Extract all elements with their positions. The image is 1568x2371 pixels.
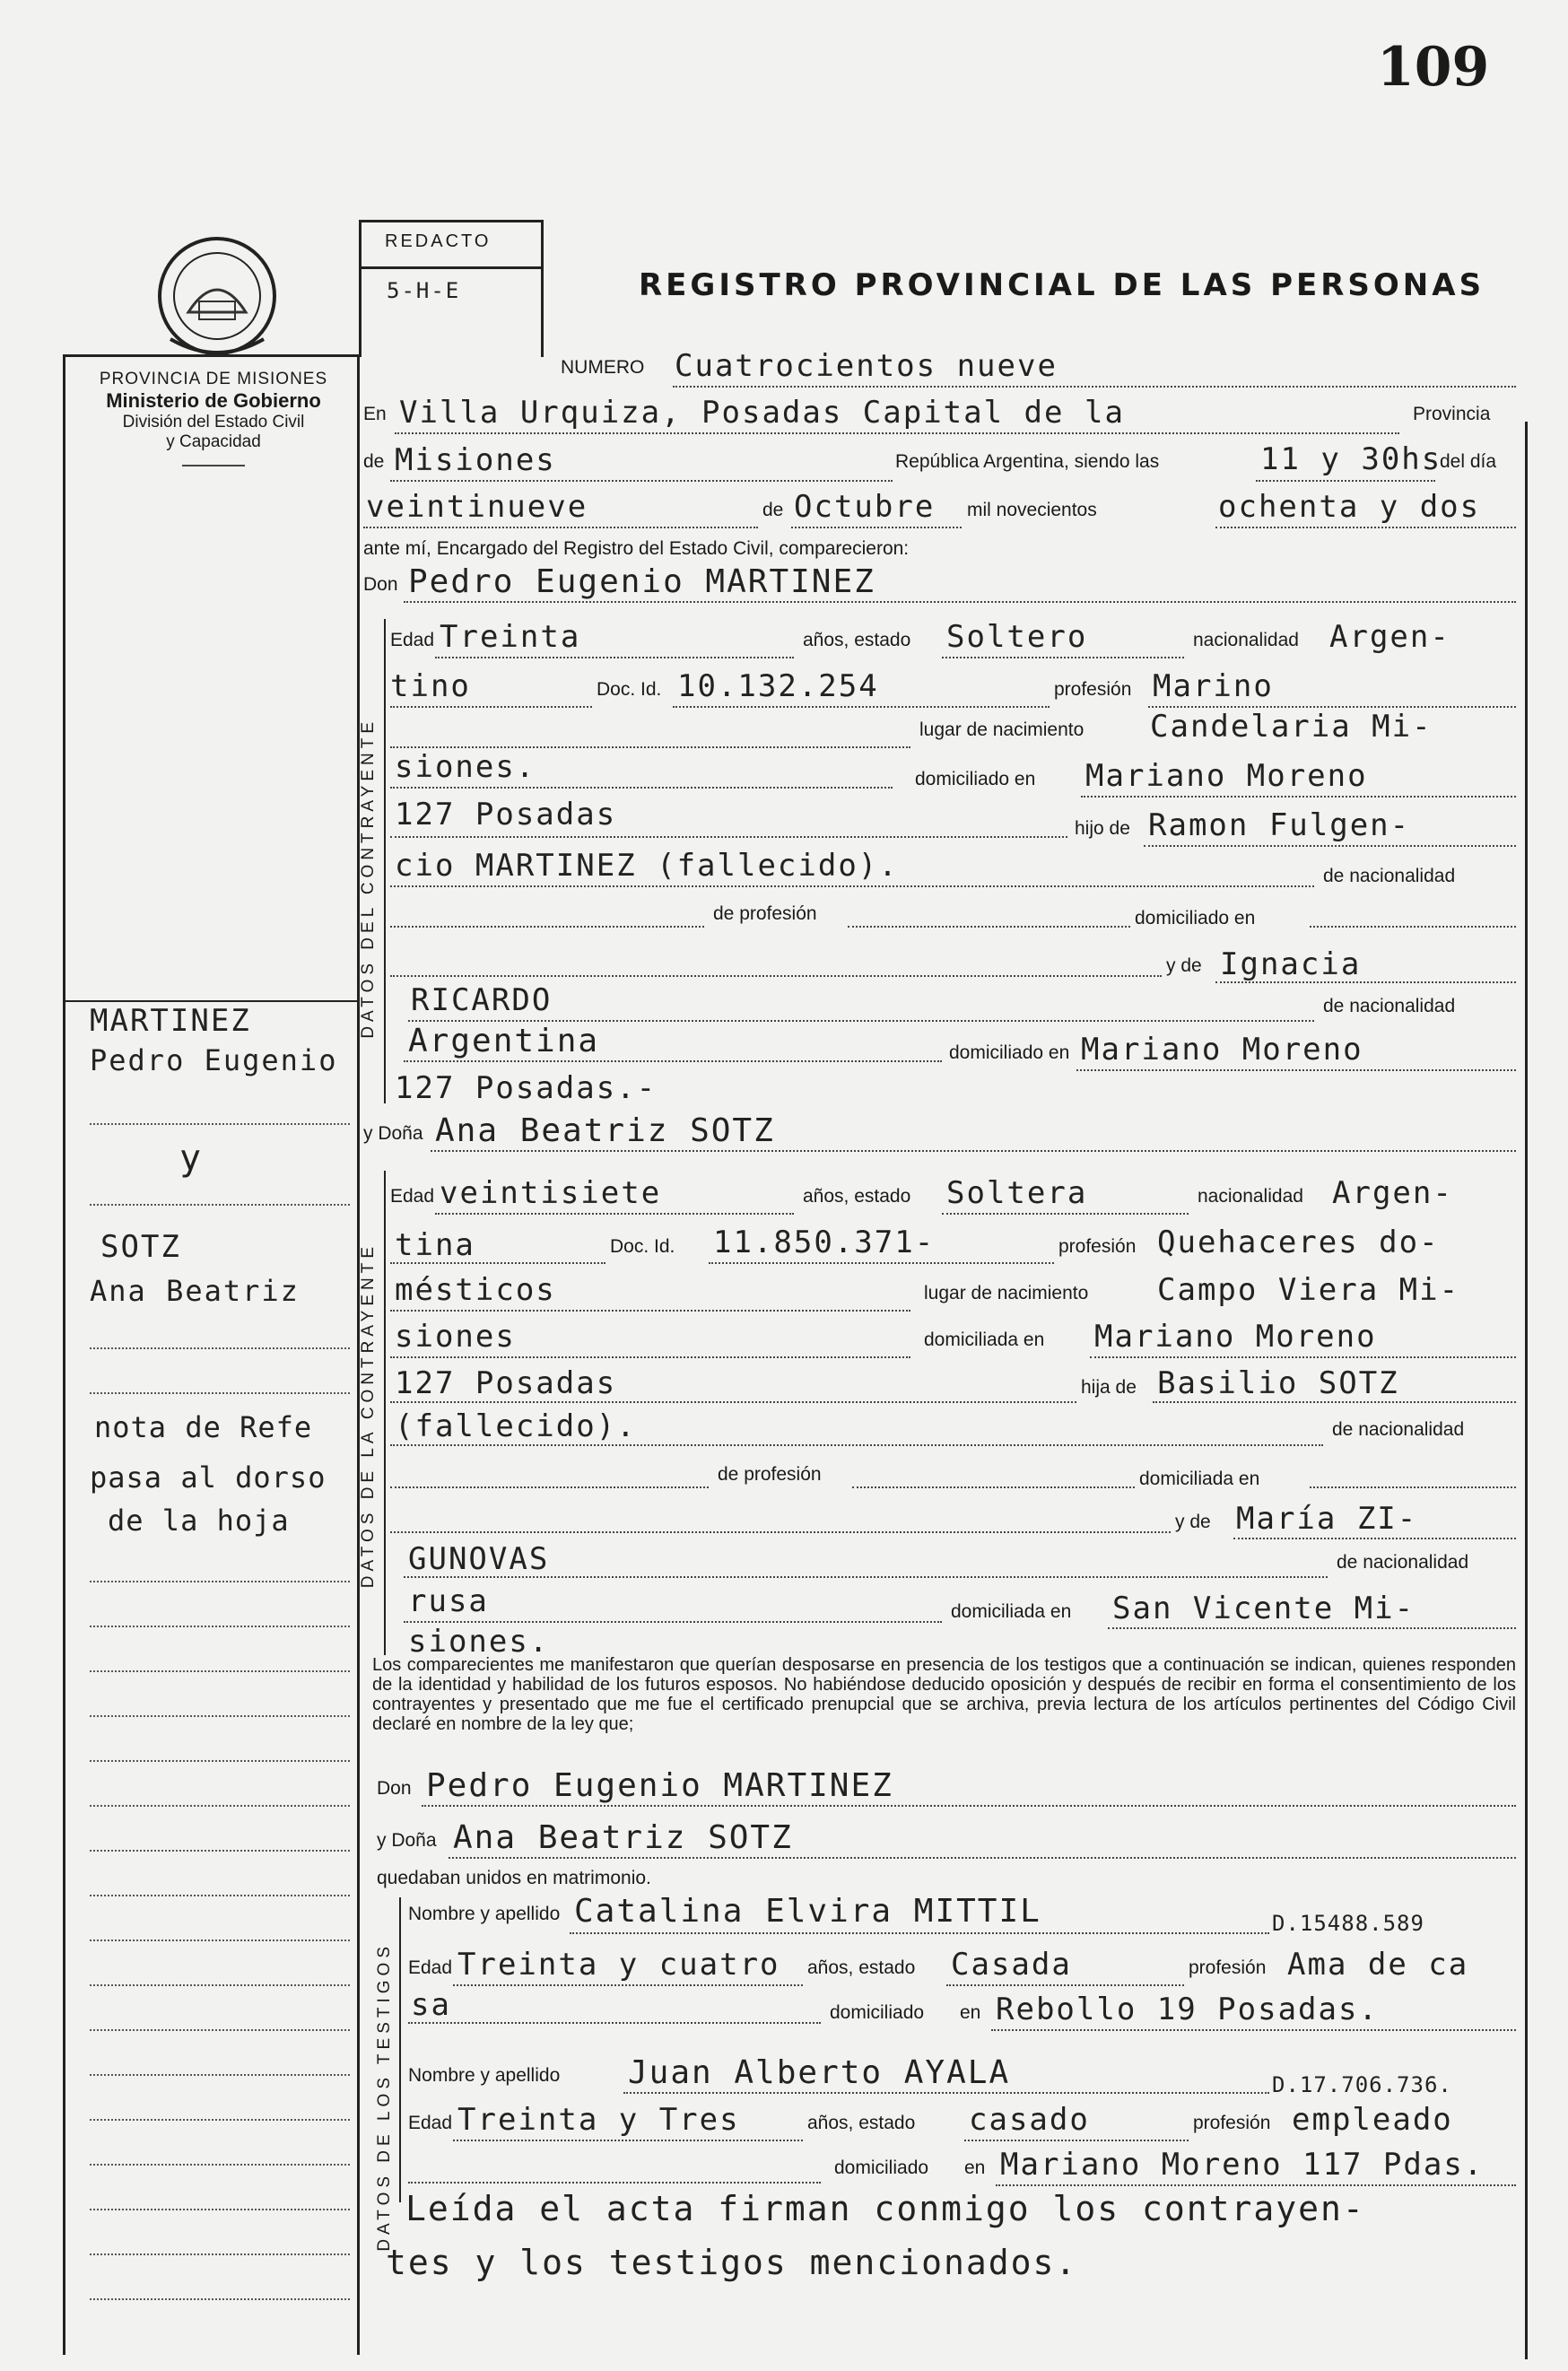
redacto-label: REDACTO bbox=[385, 231, 492, 251]
frame-line bbox=[63, 354, 359, 357]
profesion-label: profesión bbox=[1054, 679, 1132, 700]
margin-surname-1: MARTINEZ bbox=[90, 1003, 251, 1039]
y-dona-label: y Doña bbox=[363, 1123, 423, 1144]
registry-title: REGISTRO PROVINCIAL DE LAS PERSONAS bbox=[639, 267, 1485, 303]
groom-mother: Ignacia bbox=[1220, 946, 1362, 982]
de-label-2: de bbox=[762, 500, 784, 520]
bride-nationality-2: tina bbox=[395, 1227, 475, 1263]
lugar-nacimiento-label: lugar de nacimiento bbox=[919, 719, 1085, 740]
de-nacionalidad-label-4: de nacionalidad bbox=[1337, 1552, 1469, 1573]
domiciliado-en-label: domiciliado en bbox=[1135, 908, 1256, 928]
witness-1-profession-2: sa bbox=[411, 1987, 451, 2023]
bride-nationality: Argen- bbox=[1332, 1175, 1453, 1211]
hijo-de-label: hijo de bbox=[1075, 818, 1130, 839]
groom-mother-nationality: Argentina bbox=[408, 1023, 600, 1059]
ministry-block bbox=[79, 370, 348, 466]
provincia-label: Provincia bbox=[1413, 404, 1491, 424]
nacionalidad-label-2: nacionalidad bbox=[1198, 1186, 1303, 1207]
groom-domicile: Mariano Moreno bbox=[1085, 758, 1368, 794]
margin-divider bbox=[63, 1000, 359, 1002]
profesion-label-2: profesión bbox=[1058, 1236, 1137, 1257]
bride-doc: 11.850.371- bbox=[713, 1225, 936, 1260]
closing-note-2: tes y los testigos mencionados. bbox=[386, 2243, 1078, 2282]
groom-section-label: DATOS DEL CONTRAYENTE bbox=[359, 718, 378, 1039]
lugar-nacimiento-label-2: lugar de nacimiento bbox=[924, 1283, 1089, 1303]
domiciliada-en-label-2: domiciliada en bbox=[951, 1601, 1072, 1622]
witness-1-doc: D.15488.589 bbox=[1272, 1911, 1424, 1936]
doc-label: Doc. Id. bbox=[597, 679, 662, 700]
witness-section-label: DATOS DE LOS TESTIGOS bbox=[375, 1942, 394, 2252]
declaration-text: Los comparecientes me manifestaron que querían desposarse en presencia de los testigos que a continuación se indican, quienes responden de la identidad y habilidad de los futuros esposos. No habiéndose deducido oposición y después de recibir en forma el consentimiento de los contrayentes y presentado que me fue el certificado prenupcial que se archiva, previa lectura de los artículos pertinentes del Código Civil declaré en nombre de la ley que; bbox=[372, 1655, 1516, 1734]
groom-father: Ramon Fulgen- bbox=[1148, 807, 1411, 843]
mil-label: mil novecientos bbox=[967, 500, 1097, 520]
edad-label-3: Edad bbox=[408, 1957, 453, 1978]
groom-domicile-2: 127 Posadas bbox=[395, 797, 617, 832]
section-line bbox=[384, 619, 386, 1103]
republica-label: República Argentina, siendo las bbox=[895, 451, 1160, 472]
groom-age: Treinta bbox=[440, 619, 581, 655]
bride-birthplace: Campo Viera Mi- bbox=[1157, 1272, 1460, 1308]
division-label-2: y Capacidad bbox=[166, 432, 261, 451]
en-label-w1: en bbox=[960, 2002, 981, 2023]
de-nacionalidad-label-2: de nacionalidad bbox=[1323, 996, 1456, 1016]
section-line bbox=[384, 1171, 386, 1655]
hours-value: 11 y 30hs bbox=[1260, 441, 1442, 477]
groom-birthplace-2: siones. bbox=[395, 749, 536, 785]
profesion-label-3: profesión bbox=[1189, 1957, 1267, 1978]
bride-birthplace-2: siones bbox=[395, 1319, 516, 1355]
union-bride: Ana Beatriz SOTZ bbox=[453, 1819, 793, 1856]
place-value: Villa Urquiza, Posadas Capital de la bbox=[399, 395, 1125, 431]
groom-profession: Marino bbox=[1153, 668, 1274, 704]
bride-name: Ana Beatriz SOTZ bbox=[435, 1112, 775, 1149]
witness-2-status: casado bbox=[969, 2102, 1090, 2138]
bride-father: Basilio SOTZ bbox=[1157, 1365, 1399, 1401]
domiciliado-label: domiciliado en bbox=[915, 769, 1036, 789]
groom-mother-domicile: Mariano Moreno bbox=[1081, 1032, 1363, 1068]
union-groom: Pedro Eugenio MARTINEZ bbox=[426, 1767, 893, 1804]
de-label: de bbox=[363, 451, 385, 472]
witness-2-name: Juan Alberto AYALA bbox=[628, 2054, 1011, 2091]
bride-domicile-2: 127 Posadas bbox=[395, 1365, 617, 1401]
bride-profession-2: mésticos bbox=[395, 1272, 556, 1308]
anos-estado-label: años, estado bbox=[803, 630, 911, 650]
redacto-value: 5-H-E bbox=[387, 278, 461, 303]
margin-conjunction: y bbox=[179, 1138, 204, 1179]
province-value: Misiones bbox=[395, 442, 556, 478]
bride-status: Soltera bbox=[946, 1175, 1088, 1211]
groom-nationality-2: tino bbox=[390, 668, 471, 704]
province-label: PROVINCIA DE MISIONES bbox=[99, 370, 328, 388]
witness-1-status: Casada bbox=[951, 1947, 1072, 1983]
anos-estado-label-4: años, estado bbox=[807, 2113, 916, 2133]
en-label: En bbox=[363, 404, 387, 424]
margin-note-3: de la hoja bbox=[108, 1504, 290, 1538]
margin-given-2: Ana Beatriz bbox=[90, 1274, 300, 1308]
edad-label-2: Edad bbox=[390, 1186, 435, 1207]
anos-estado-label-2: años, estado bbox=[803, 1186, 911, 1207]
domiciliado-en-label-2: domiciliado en bbox=[949, 1042, 1070, 1063]
y-de-label: y de bbox=[1166, 955, 1202, 976]
de-nacionalidad-label-3: de nacionalidad bbox=[1332, 1419, 1465, 1440]
anos-estado-label-3: años, estado bbox=[807, 1957, 916, 1978]
ante-text: ante mí, Encargado del Registro del Estado Civil, comparecieron: bbox=[363, 538, 910, 559]
groom-mother-2: RICARDO bbox=[411, 982, 553, 1018]
profesion-label-4: profesión bbox=[1193, 2113, 1271, 2133]
ministry-label: Ministerio de Gobierno bbox=[106, 389, 321, 412]
y-dona-label-2: y Doña bbox=[377, 1830, 437, 1851]
doc-label-2: Doc. Id. bbox=[610, 1236, 675, 1257]
domiciliado-label-w2: domiciliado bbox=[834, 2157, 929, 2178]
frame-line bbox=[1525, 422, 1528, 2359]
month-value: Octubre bbox=[794, 489, 936, 525]
margin-note-2: pasa al dorso bbox=[90, 1460, 327, 1495]
bride-age: veintisiete bbox=[440, 1175, 662, 1211]
don-label-2: Don bbox=[377, 1778, 412, 1799]
bride-mother-domicile-2: siones. bbox=[408, 1624, 550, 1660]
year-value: ochenta y dos bbox=[1218, 489, 1481, 525]
nombre-apellido-label: Nombre y apellido bbox=[408, 1904, 561, 1924]
provincial-seal-icon bbox=[152, 231, 283, 366]
section-line bbox=[399, 1897, 401, 2202]
margin-note-1: nota de Refe bbox=[94, 1410, 313, 1444]
del-dia-label: del día bbox=[1440, 451, 1497, 472]
groom-mother-domicile-2: 127 Posadas.- bbox=[395, 1070, 658, 1106]
don-label: Don bbox=[363, 574, 398, 595]
bride-mother-2: GUNOVAS bbox=[408, 1541, 550, 1577]
en-label-w2: en bbox=[964, 2157, 986, 2178]
de-profesion-label-2: de profesión bbox=[718, 1464, 822, 1485]
divider bbox=[182, 465, 245, 466]
bride-father-2: (fallecido). bbox=[395, 1408, 637, 1444]
groom-birthplace: Candelaria Mi- bbox=[1150, 709, 1433, 745]
de-nacionalidad-label: de nacionalidad bbox=[1323, 866, 1456, 886]
numero-value: Cuatrocientos nueve bbox=[675, 348, 1058, 384]
domiciliada-en-label: domiciliada en bbox=[1139, 1469, 1260, 1489]
witness-2-doc: D.17.706.736. bbox=[1272, 2072, 1452, 2097]
groom-nationality: Argen- bbox=[1329, 619, 1450, 655]
witness-1-domicile: Rebollo 19 Posadas. bbox=[996, 1992, 1379, 2027]
witness-2-domicile: Mariano Moreno 117 Pdas. bbox=[1000, 2147, 1485, 2183]
closing-note-1: Leída el acta firman conmigo los contrayen- bbox=[405, 2189, 1365, 2228]
groom-name: Pedro Eugenio MARTINEZ bbox=[408, 563, 875, 600]
witness-1-name: Catalina Elvira MITTIL bbox=[574, 1893, 1041, 1930]
y-de-label-2: y de bbox=[1175, 1512, 1211, 1532]
witness-1-profession: Ama de ca bbox=[1287, 1947, 1469, 1983]
day-value: veintinueve bbox=[366, 489, 588, 525]
domiciliado-label-w1: domiciliado bbox=[830, 2002, 925, 2023]
bride-mother-nationality: rusa bbox=[408, 1583, 489, 1619]
bride-mother-domicile: San Vicente Mi- bbox=[1112, 1591, 1416, 1626]
bride-mother: María ZI- bbox=[1236, 1501, 1418, 1537]
bride-section-label: DATOS DE LA CONTRAYENTE bbox=[359, 1242, 378, 1589]
hija-de-label: hija de bbox=[1081, 1377, 1137, 1398]
edad-label: Edad bbox=[390, 630, 435, 650]
witness-1-age: Treinta y cuatro bbox=[457, 1947, 780, 1983]
groom-father-2: cio MARTINEZ (fallecido). bbox=[395, 848, 899, 884]
witness-2-profession: empleado bbox=[1292, 2102, 1453, 2138]
redacto-box bbox=[359, 220, 544, 357]
witness-2-age: Treinta y Tres bbox=[457, 2102, 740, 2138]
numero-label: NUMERO bbox=[561, 357, 645, 378]
de-profesion-label: de profesión bbox=[713, 903, 817, 924]
edad-label-4: Edad bbox=[408, 2113, 453, 2133]
nombre-apellido-label-2: Nombre y apellido bbox=[408, 2065, 561, 2086]
groom-status: Soltero bbox=[946, 619, 1088, 655]
division-label: División del Estado Civil bbox=[122, 413, 305, 431]
page-number: 109 bbox=[1377, 36, 1490, 99]
nacionalidad-label: nacionalidad bbox=[1193, 630, 1299, 650]
frame-line bbox=[63, 354, 65, 2355]
bride-profession: Quehaceres do- bbox=[1157, 1225, 1440, 1260]
margin-surname-2: SOTZ bbox=[100, 1229, 181, 1265]
margin-given-1: Pedro Eugenio bbox=[90, 1043, 338, 1077]
domiciliada-label: domiciliada en bbox=[924, 1329, 1045, 1350]
union-closing: quedaban unidos en matrimonio. bbox=[377, 1868, 651, 1888]
bride-domicile: Mariano Moreno bbox=[1094, 1319, 1377, 1355]
groom-doc: 10.132.254 bbox=[677, 668, 879, 704]
